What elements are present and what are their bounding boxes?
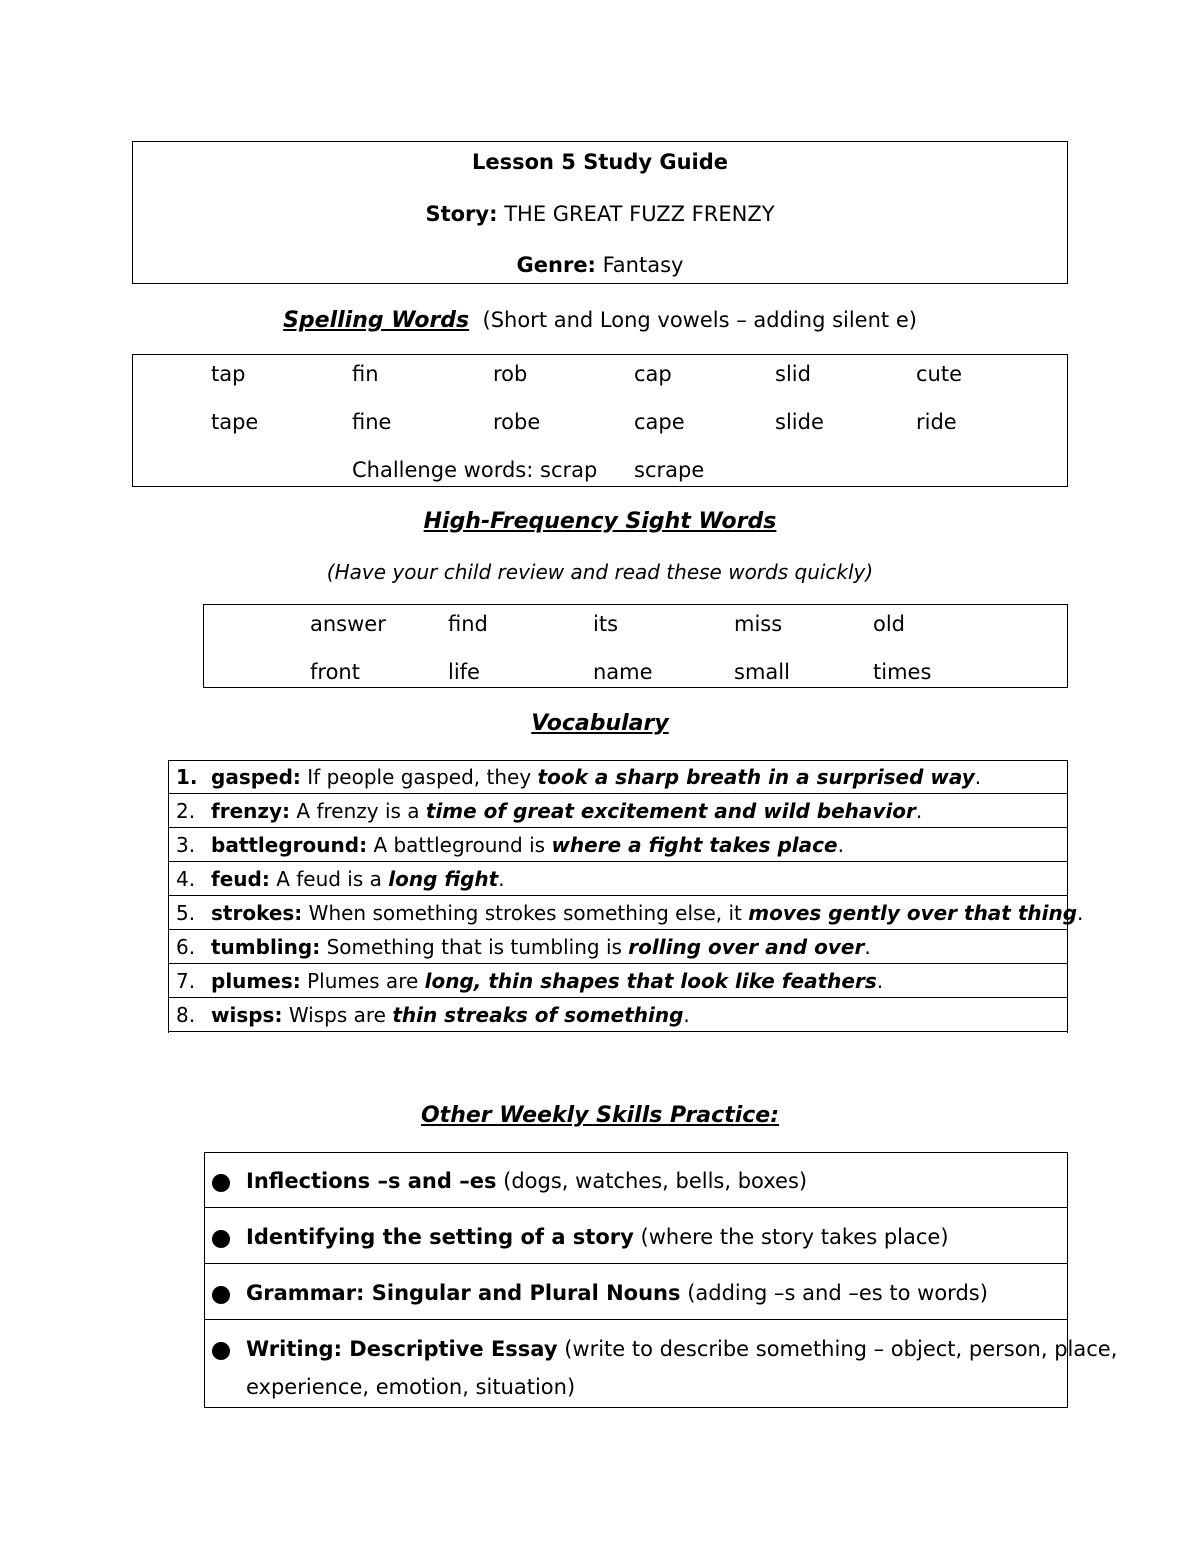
sight-word: find (448, 612, 488, 636)
vocab-definition: moves gently over that thing (748, 901, 1078, 925)
story-label: Story: (425, 202, 498, 226)
story-line (133, 202, 1067, 226)
skill-title: Grammar: Singular and Plural Nouns (246, 1281, 681, 1305)
sight-word: times (873, 660, 932, 684)
vocabulary-item (168, 896, 1084, 930)
vocab-definition-lead: Something that is tumbling is (326, 935, 622, 959)
vocabulary-item (168, 862, 1068, 896)
vocabulary-item (168, 930, 1068, 964)
vocab-definition: thin streaks of something (392, 1003, 684, 1027)
skill-detail: (where the story takes place) (640, 1225, 949, 1249)
sight-word: answer (310, 612, 386, 636)
genre-line (133, 253, 1067, 277)
sight-words-box (203, 604, 1068, 688)
sight-word: front (310, 660, 360, 684)
skill-item (204, 1152, 1068, 1208)
skill-item (204, 1264, 1068, 1320)
challenge-words-line (352, 458, 597, 482)
vocab-period: . (915, 799, 923, 823)
vocab-word: tumbling: (211, 935, 321, 959)
vocab-period: . (1077, 901, 1084, 925)
vocabulary-item (168, 828, 1068, 862)
bullet-icon (212, 1342, 230, 1360)
vocab-period: . (498, 867, 505, 891)
story-value: THE GREAT FUZZ FRENZY (504, 202, 775, 226)
vocabulary-item (168, 760, 1068, 794)
spelling-heading: Spelling Words (283, 308, 470, 333)
vocab-definition-lead: Plumes are (307, 969, 419, 993)
vocab-word: wisps: (211, 1003, 283, 1027)
vocab-definition-lead: A frenzy is a (296, 799, 420, 823)
vocab-definition: took a sharp breath in a surprised way (537, 765, 975, 789)
vocab-number: 6. (176, 935, 196, 959)
spelling-word: tape (211, 410, 259, 434)
vocabulary-item (168, 998, 1068, 1032)
spelling-word: cap (634, 362, 672, 386)
vocab-period: . (864, 935, 871, 959)
vocab-number: 2. (176, 799, 196, 823)
skill-item (204, 1320, 1118, 1408)
vocab-definition: time of great excitement and wild behavior (425, 799, 916, 823)
skill-detail: (write to describe something – object, person, place, (564, 1337, 1118, 1361)
challenge-word: scrape (634, 458, 705, 482)
bullet-icon (212, 1230, 230, 1248)
guide-title: Lesson 5 Study Guide (471, 150, 729, 174)
vocab-definition-lead: When something strokes something else, it (308, 901, 742, 925)
sight-word: name (593, 660, 653, 684)
vocab-definition: rolling over and over (628, 935, 865, 959)
spelling-word: cute (916, 362, 963, 386)
spelling-word: ride (916, 410, 957, 434)
vocab-number: 8. (176, 1003, 196, 1027)
challenge-label: Challenge words: (352, 458, 534, 482)
vocab-definition-lead: Wisps are (288, 1003, 386, 1027)
genre-value: Fantasy (602, 253, 684, 277)
vocab-number: 3. (176, 833, 196, 857)
spelling-word: cape (634, 410, 685, 434)
header-box (132, 141, 1068, 284)
vocab-word: frenzy: (211, 799, 291, 823)
vocab-word: battleground: (211, 833, 368, 857)
vocab-number: 1. (176, 765, 198, 789)
spelling-word: rob (493, 362, 528, 386)
vocab-number: 4. (176, 867, 196, 891)
spelling-heading-line (0, 308, 1200, 333)
vocab-definition-lead: A feud is a (276, 867, 382, 891)
skills-heading: Other Weekly Skills Practice: (420, 1103, 780, 1128)
spelling-word: slid (775, 362, 811, 386)
vocab-definition: where a fight takes place (551, 833, 838, 857)
skill-detail-continued: experience, emotion, situation) (246, 1375, 576, 1399)
vocab-period: . (974, 765, 982, 789)
skill-title: Identifying the setting of a story (246, 1225, 634, 1249)
skill-title: Writing: Descriptive Essay (246, 1337, 558, 1361)
vocab-number: 5. (176, 901, 196, 925)
genre-label: Genre: (516, 253, 596, 277)
vocab-definition-lead: If people gasped, they (307, 765, 532, 789)
vocab-number: 7. (176, 969, 196, 993)
vocab-word: plumes: (211, 969, 301, 993)
spelling-subtitle: (Short and Long vowels – adding silent e) (482, 308, 917, 332)
sight-word: life (448, 660, 480, 684)
skill-item (204, 1208, 1068, 1264)
spelling-word: slide (775, 410, 824, 434)
vocab-definition-lead: A battleground is (373, 833, 546, 857)
sight-word: its (593, 612, 619, 636)
vocab-period: . (876, 969, 884, 993)
sight-word: old (873, 612, 906, 636)
skill-title: Inflections –s and –es (246, 1169, 497, 1193)
vocabulary-heading: Vocabulary (531, 711, 669, 736)
challenge-word: scrap (540, 458, 598, 482)
vocabulary-item (168, 794, 1068, 828)
sight-words-instruction: (Have your child review and read these words quickly) (326, 560, 874, 584)
sight-words-heading: High-Frequency Sight Words (423, 509, 777, 534)
bullet-icon (212, 1286, 230, 1304)
bullet-icon (212, 1174, 230, 1192)
vocab-period: . (683, 1003, 690, 1027)
sight-word: miss (734, 612, 783, 636)
spelling-words-box (132, 354, 1068, 487)
vocab-period: . (837, 833, 844, 857)
vocab-word: gasped: (211, 765, 301, 789)
skill-detail: (adding –s and –es to words) (687, 1281, 988, 1305)
vocab-definition: long fight (388, 867, 499, 891)
skill-detail: (dogs, watches, bells, boxes) (503, 1169, 808, 1193)
vocab-word: feud: (211, 867, 270, 891)
spelling-word: fin (352, 362, 379, 386)
vocab-word: strokes: (211, 901, 303, 925)
spelling-word: fine (352, 410, 392, 434)
vocabulary-item (168, 964, 1068, 998)
vocab-definition: long, thin shapes that look like feathers (424, 969, 877, 993)
sight-word: small (734, 660, 790, 684)
spelling-word: robe (493, 410, 541, 434)
spelling-word: tap (211, 362, 246, 386)
